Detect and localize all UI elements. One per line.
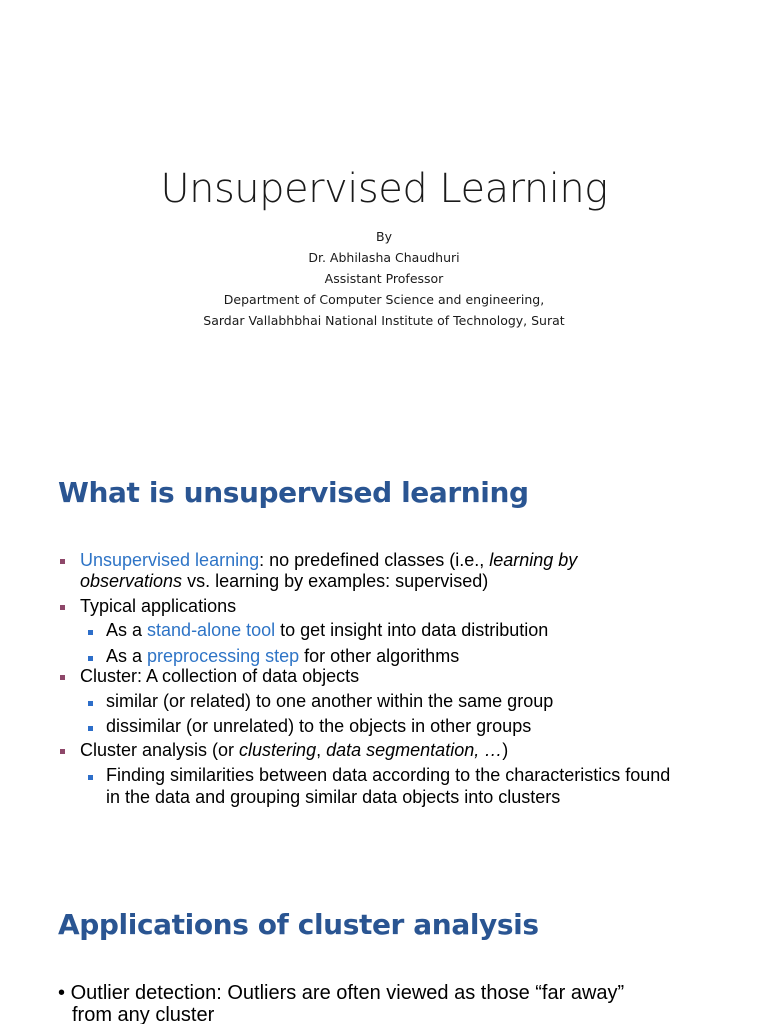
bullet-text: Cluster analysis (or xyxy=(80,740,240,760)
square-bullet-icon xyxy=(60,675,65,680)
square-bullet-icon xyxy=(60,559,65,564)
title-slide xyxy=(0,0,768,430)
italic-text: learning by xyxy=(489,550,578,570)
sub-bullet-dissimilar xyxy=(106,716,531,737)
byline-author: Dr. Abhilasha Chaudhuri xyxy=(308,250,460,265)
square-bullet-icon xyxy=(88,701,93,706)
sub-bullet-continuation xyxy=(106,787,560,808)
bullet-text: Cluster: A collection of data objects xyxy=(80,666,360,686)
bullet-outlier-detection xyxy=(58,982,624,1004)
author-byline xyxy=(0,226,768,331)
byline-institute: Sardar Vallabhbhai National Institute of Technology, Surat xyxy=(203,313,565,328)
slide-heading: What is unsupervised learning xyxy=(58,476,529,509)
bullet-text: to get insight into data distribution xyxy=(275,620,549,640)
bullet-text: from any cluster xyxy=(72,1004,215,1024)
bullet-cluster-analysis xyxy=(80,740,508,761)
square-bullet-icon xyxy=(60,749,65,754)
bullet-text: for other algorithms xyxy=(299,646,460,666)
bullet-text: Typical applications xyxy=(80,596,237,616)
slide-title: Unsupervised Learning xyxy=(160,166,608,212)
square-bullet-icon xyxy=(88,775,93,780)
bullet-text: , xyxy=(316,740,327,760)
sub-bullet-stand-alone xyxy=(106,620,548,641)
square-bullet-icon xyxy=(88,656,93,661)
byline-by: By xyxy=(376,229,392,244)
bullet-text: in the data and grouping similar data objects into clusters xyxy=(106,787,561,807)
bullet-cluster xyxy=(80,666,359,687)
square-bullet-icon xyxy=(88,630,93,635)
bullet-continuation xyxy=(72,1004,214,1024)
square-bullet-icon xyxy=(88,726,93,731)
highlight-term: Unsupervised learning xyxy=(80,550,260,570)
byline-department: Department of Computer Science and engineering, xyxy=(223,292,545,307)
bullet-unsupervised-learning xyxy=(80,550,577,571)
bullet-dot-icon: • xyxy=(58,982,66,1004)
italic-text: data segmentation, … xyxy=(326,740,503,760)
sub-bullet-preprocessing xyxy=(106,646,459,667)
bullet-text: As a xyxy=(106,646,148,666)
bullet-text: vs. learning by examples: supervised) xyxy=(182,571,489,591)
bullet-text: dissimilar (or unrelated) to the objects in other groups xyxy=(106,716,532,736)
bullet-text: ) xyxy=(502,740,509,760)
bullet-text: Outlier detection: Outliers are often viewed as those “far away” xyxy=(70,982,625,1004)
sub-bullet-finding-similarities xyxy=(106,765,670,786)
bullet-text: : no predefined classes (i.e., xyxy=(259,550,490,570)
highlight-term: preprocessing step xyxy=(147,646,300,666)
bullet-text: Finding similarities between data according to the characteristics found xyxy=(106,765,671,785)
bullet-text: As a xyxy=(106,620,148,640)
square-bullet-icon xyxy=(60,605,65,610)
applications-slide xyxy=(0,866,768,1024)
bullet-typical-applications xyxy=(80,596,236,617)
slide-heading: Applications of cluster analysis xyxy=(58,908,539,941)
italic-text: clustering xyxy=(239,740,317,760)
bullet-text: similar (or related) to one another within the same group xyxy=(106,691,554,711)
italic-text: observations xyxy=(80,571,183,591)
bullet-continuation xyxy=(80,571,488,592)
byline-position: Assistant Professor xyxy=(324,271,444,286)
definition-slide xyxy=(0,432,768,864)
highlight-term: stand-alone tool xyxy=(147,620,276,640)
sub-bullet-similar xyxy=(106,691,553,712)
